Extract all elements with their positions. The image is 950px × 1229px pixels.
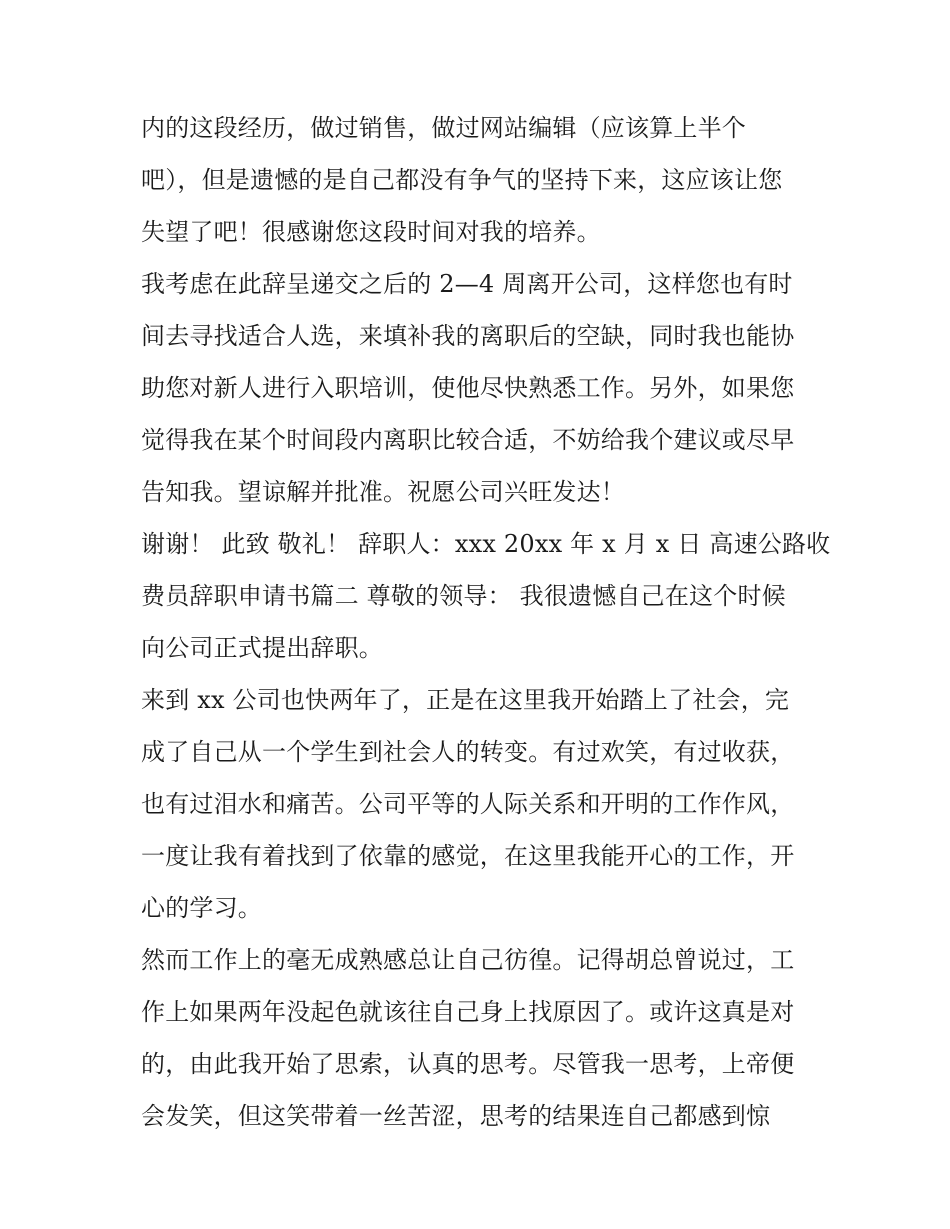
text-line: 的，由此我开始了思索，认真的思考。尽管我一思考，上帝便 — [141, 1050, 795, 1078]
text-line: 间去寻找适合人选，来填补我的离职后的空缺，同时我也能协 — [141, 322, 795, 350]
text-line: 会发笑，但这笑带着一丝苦涩，思考的结果连自己都感到惊 — [141, 1102, 771, 1130]
text-line: 作上如果两年没起色就该往自己身上找原因了。或许这真是对 — [141, 998, 795, 1026]
text-line: 内的这段经历，做过销售，做过网站编辑（应该算上半个 — [141, 114, 746, 142]
text-line: 成了自己从一个学生到社会人的转变。有过欢笑，有过收获， — [141, 738, 795, 766]
text-line: 吧），但是遗憾的是自己都没有争气的坚持下来，这应该让您 — [141, 166, 783, 194]
text-line: 失望了吧！很感谢您这段时间对我的培养。 — [141, 218, 601, 246]
text-line: 助您对新人进行入职培训，使他尽快熟悉工作。另外，如果您 — [141, 374, 795, 402]
text-line: 心的学习。 — [141, 894, 262, 922]
text-line: 来到 xx 公司也快两年了，正是在这里我开始踏上了社会，完 — [141, 686, 790, 714]
text-line: 费员辞职申请书篇二 尊敬的领导： 我很遗憾自己在这个时候 — [141, 582, 786, 610]
text-line: 一度让我有着找到了依靠的感觉，在这里我能开心的工作，开 — [141, 842, 795, 870]
text-line: 告知我。望谅解并批准。祝愿公司兴旺发达！ — [141, 478, 625, 506]
text-line: 觉得我在某个时间段内离职比较合适，不妨给我个建议或尽早 — [141, 426, 795, 454]
text-line: 我考虑在此辞呈递交之后的 2—4 周离开公司，这样您也有时 — [141, 270, 793, 298]
text-line: 然而工作上的毫无成熟感总让自己彷徨。记得胡总曾说过，工 — [141, 946, 795, 974]
text-line: 谢谢！ 此致 敬礼！ 辞职人：xxx 20xx 年 x 月 x 日 高速公路收 — [141, 530, 831, 558]
text-line: 向公司正式提出辞职。 — [141, 634, 383, 662]
text-line: 也有过泪水和痛苦。公司平等的人际关系和开明的工作作风， — [141, 790, 795, 818]
